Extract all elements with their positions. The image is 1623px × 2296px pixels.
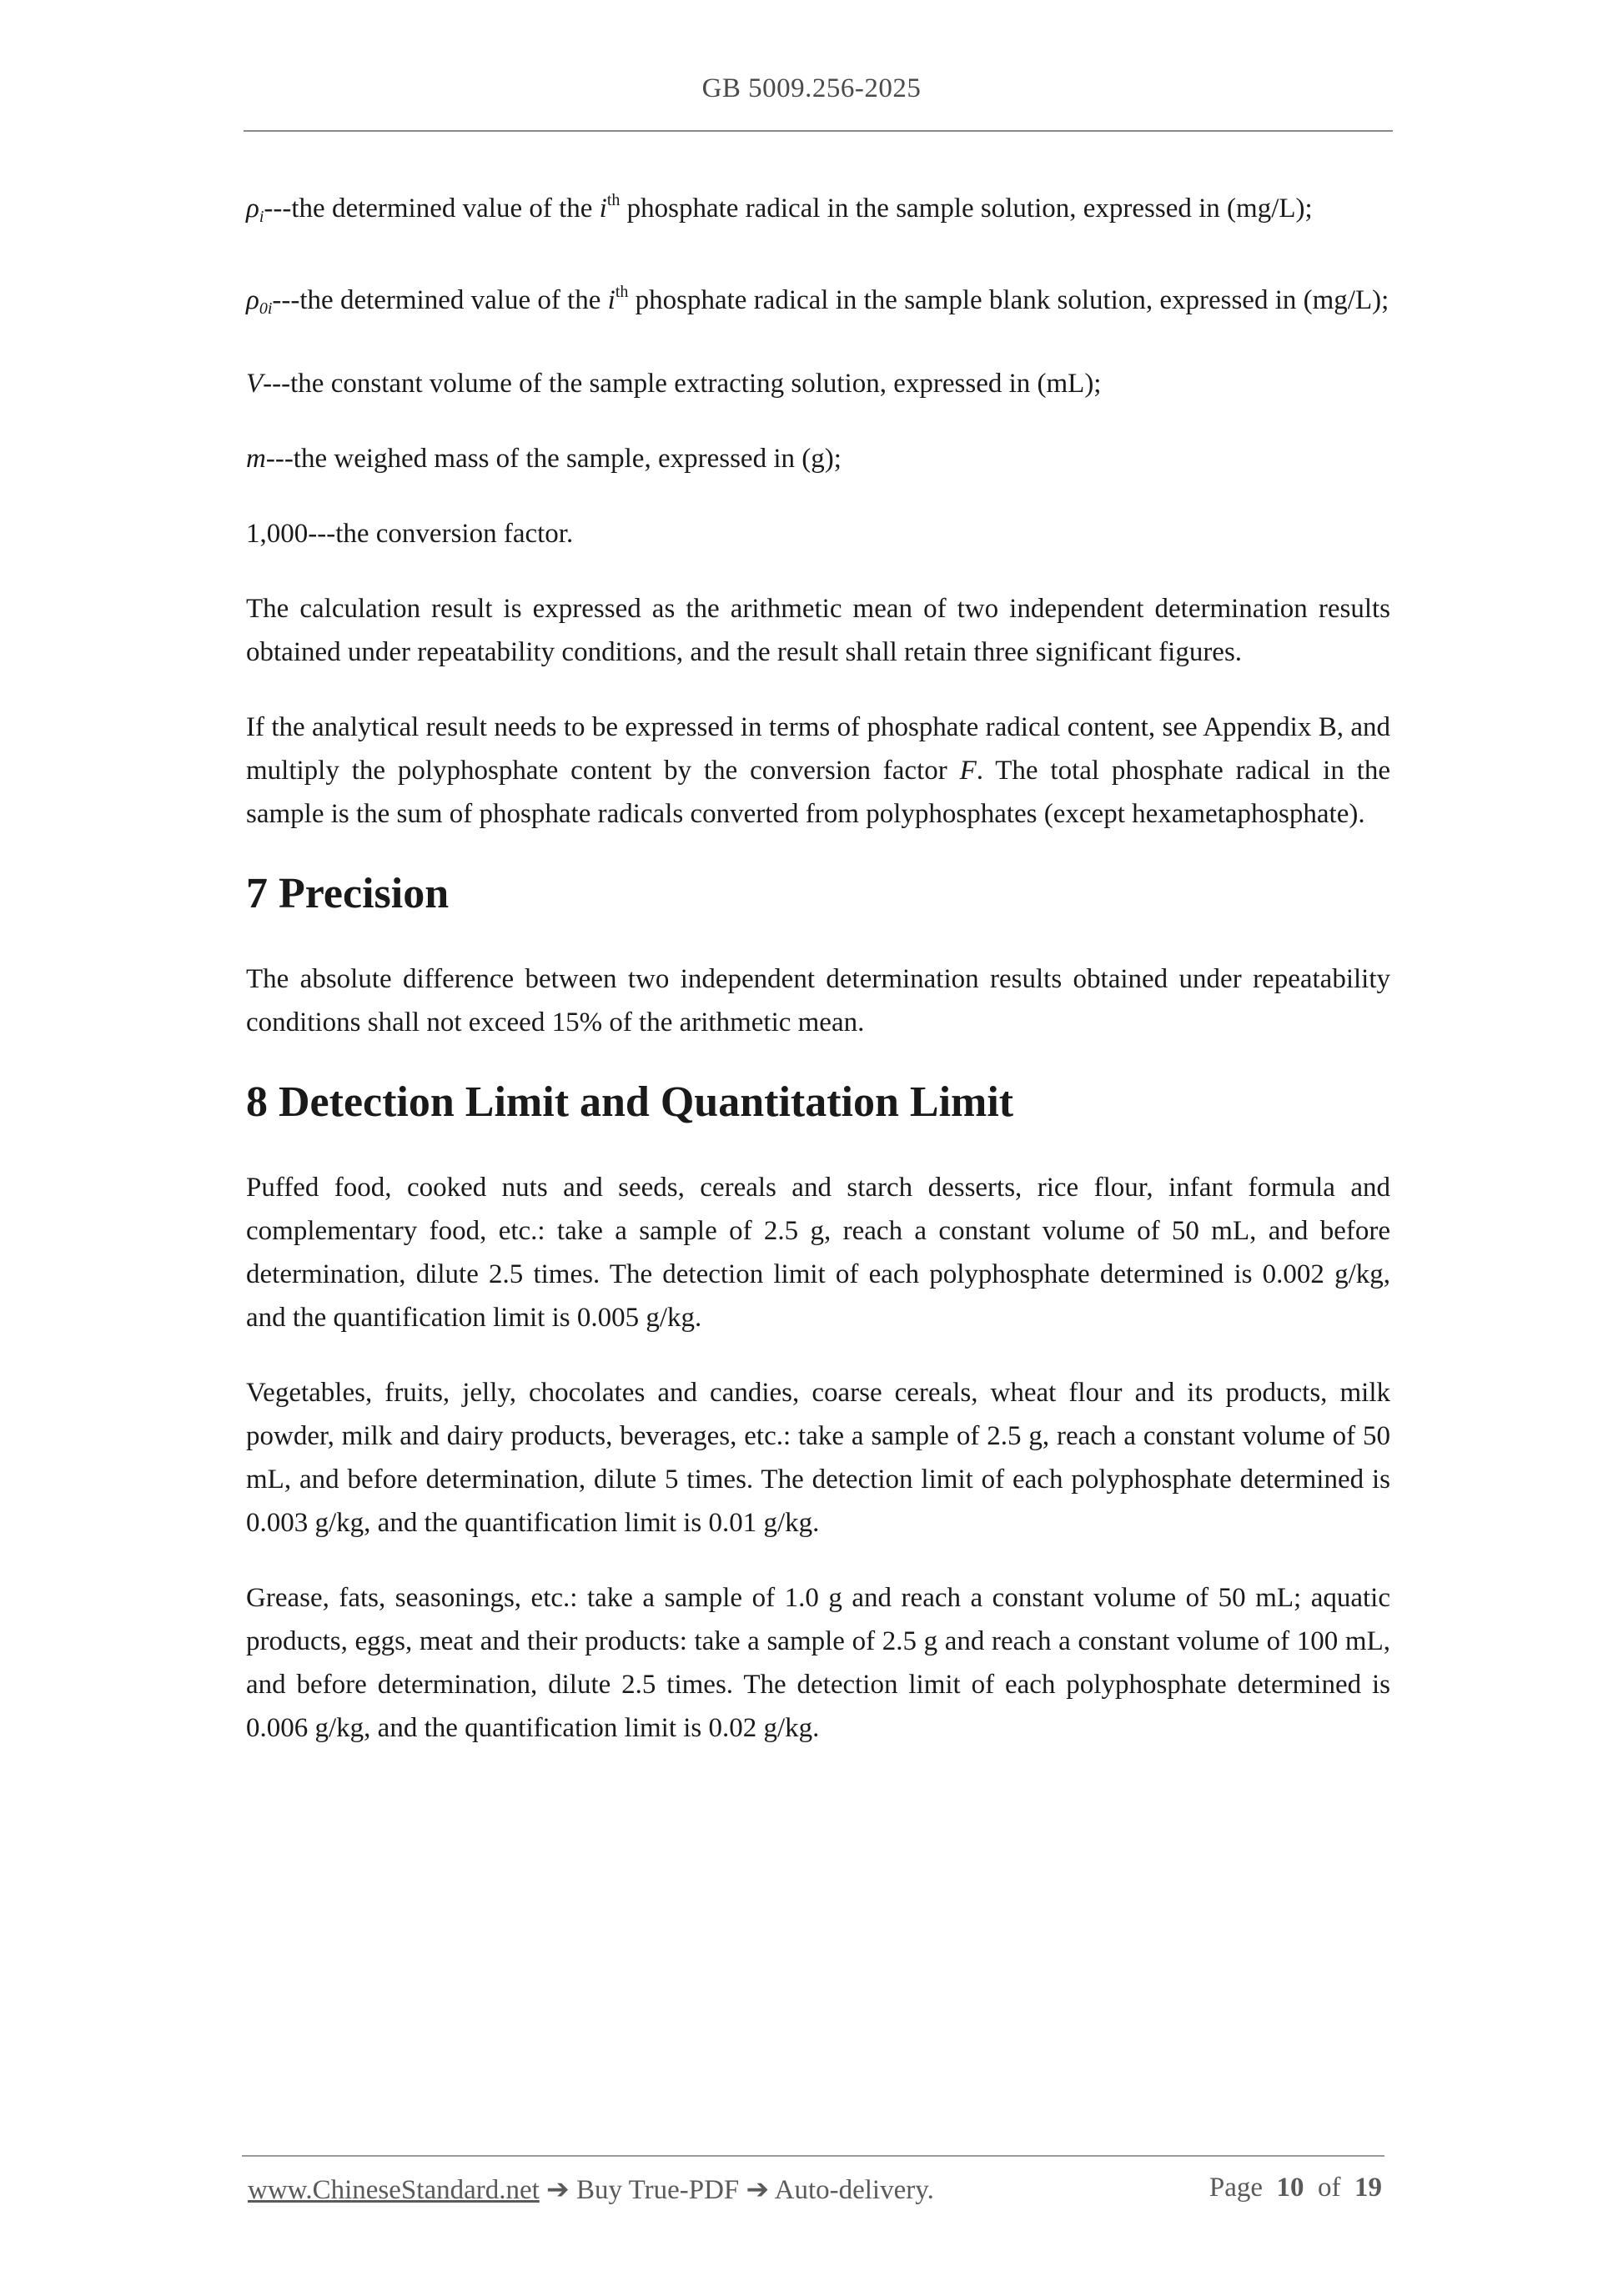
definition-factor: 1,000---the conversion factor. — [246, 519, 574, 549]
page-content — [246, 178, 1390, 1781]
website-link[interactable]: www.ChineseStandard.net — [248, 2175, 540, 2205]
arrow-right-icon: ➔ — [546, 2175, 570, 2205]
current-page-number: 10 — [1276, 2173, 1304, 2203]
detection-limit-paragraph-2: Vegetables, fruits, jelly, chocolates and candies, coarse cereals, wheat flour and its products, milk powder, milk and dairy products, beverages, etc.: take a sample of 2.5 g, reach a constant volume of 50 mL, and before determination, dilute 5 times. The detection limit of each polyphosphate determined is 0.003 g/kg, and the quantification limit is 0.01 g/kg. — [246, 1378, 1390, 1538]
detection-limit-paragraph-3: Grease, fats, seasonings, etc.: take a sample of 1.0 g and reach a constant volume of 50 mL; aquatic products, eggs, meat and their products: take a sample of 2.5 g and reach a constant volume of 100 mL, and before determination, dilute 2.5 times. The detection limit of each polyphosphate determined is 0.006 g/kg, and the quantification limit is 0.02 g/kg. — [246, 1583, 1390, 1743]
footer-divider — [242, 2155, 1384, 2157]
footer-promo — [248, 2173, 934, 2206]
page-header-title: GB 5009.256-2025 — [701, 73, 922, 103]
definition-v: V---the constant volume of the sample extracting solution, expressed in (mL); — [246, 369, 1102, 399]
header-divider — [244, 130, 1393, 132]
page-indicator: Page 10 of 19 — [1208, 2173, 1382, 2203]
precision-paragraph: The absolute difference between two independent determination results obtained under repeatability conditions shall not exceed 15% of the arithmetic mean. — [246, 964, 1390, 1037]
calculation-result-paragraph: The calculation result is expressed as the arithmetic mean of two independent determination results obtained under repeatability conditions, and the result shall retain three significant figures. — [246, 594, 1390, 667]
definition-rho-i: $\rho_i--$-the determined value of the $i^{th}$ phosphate radical in the sample solution, expressed in (mg/L); — [246, 191, 1313, 226]
analytical-result-paragraph: If the analytical result needs to be expressed in terms of phosphate radical content, see Appendix B, and multiply the polyphosphate content by the conversion factor F. The total phosphate radical in the sample is the sum of phosphate radicals converted from polyphosphates (except hexametaphosphate). — [246, 712, 1391, 829]
detection-limit-paragraph-1: Puffed food, cooked nuts and seeds, cereals and starch desserts, rice flour, infant formula and complementary food, etc.: take a sample of 2.5 g, reach a constant volume of 50 mL, and before determination, dilute 2.5 times. The detection limit of each polyphosphate determined is 0.002 g/kg, and the quantification limit is 0.005 g/kg. — [246, 1173, 1390, 1333]
section-7-heading: 7 Precision — [246, 870, 450, 917]
page-footer — [248, 2173, 1382, 2209]
buy-true-pdf-text: Buy True-PDF — [569, 2175, 746, 2205]
arrow-right-icon: ➔ — [746, 2175, 770, 2205]
auto-delivery-text: Auto-delivery. — [769, 2175, 934, 2205]
section-8-heading: 8 Detection Limit and Quantitation Limit — [246, 1078, 1014, 1126]
definition-m: m---the weighed mass of the sample, expressed in (g); — [246, 444, 842, 474]
definition-rho-0i: $\rho_{0i}--$-the determined value of the $i^{th}$ phosphate radical in the sample blank solution, expressed in (mg/L); — [246, 283, 1389, 318]
total-pages-number: 19 — [1354, 2173, 1382, 2203]
